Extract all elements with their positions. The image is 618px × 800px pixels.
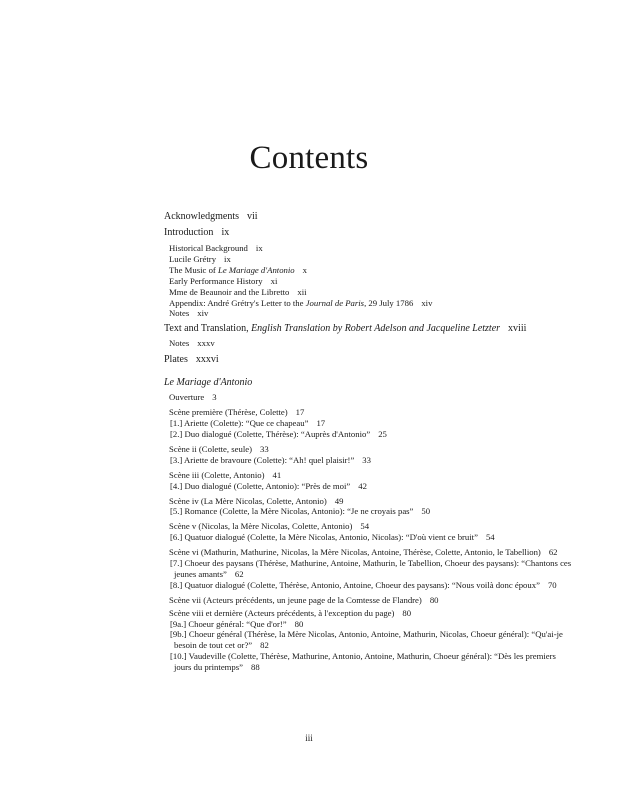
toc-entry-text: [7.] Choeur des paysans (Thérèse, Mathurine, Antoine, Mathurin, le Tabellion, Choeur des paysans): “Chantons ces jeunes amants” (170, 558, 574, 579)
toc-entry (164, 392, 574, 403)
toc-entry-text: Scène vi (Mathurin, Mathurine, Nicolas, la Mère Nicolas, Antoine, Thérèse, Colette, Antonio, le Tabellion) (169, 547, 541, 558)
toc-page-number: vii (247, 211, 258, 222)
toc-entry-text: [1.] Ariette (Colette): “Que ce chapeau” (170, 418, 309, 429)
toc-entry-text: Journal de Paris (305, 297, 365, 308)
page-title: Contents (249, 140, 369, 176)
toc-entry-text: The Music of (169, 264, 218, 275)
toc-page-number: 80 (294, 618, 304, 629)
toc-entry (164, 210, 574, 223)
toc-page-number: 62 (548, 547, 558, 558)
toc-page-number: x (302, 264, 307, 275)
toc-entry (164, 455, 574, 466)
toc-entry-text: , 29 July 1786 (364, 297, 414, 308)
toc-page-number: 80 (429, 594, 439, 605)
toc-entry-text: Scène viii et dernière (Acteurs précédents, à l'exception du page) (169, 607, 395, 618)
toc-page-number: xxxvi (195, 354, 219, 366)
toc-page-number: xxxv (197, 338, 215, 349)
toc-page-number: xiv (197, 308, 209, 319)
toc-page-number: 17 (295, 407, 305, 418)
toc-entry-text: Mme de Beaunoir and the Libretto (169, 286, 290, 297)
toc-page-number: xii (297, 286, 307, 297)
toc-entry (164, 338, 574, 349)
toc-entry (164, 629, 574, 651)
toc-entry (164, 322, 574, 335)
toc-entry-text: Scène ii (Colette, seule) (169, 443, 252, 454)
toc-entry (164, 353, 574, 366)
toc-entry (164, 481, 574, 492)
toc-entry-text: [3.] Ariette de bravoure (Colette): “Ah! quel plaisir!” (170, 454, 355, 465)
toc-entry (164, 558, 574, 580)
toc-page-number: ix (224, 253, 231, 264)
toc-entry (164, 243, 574, 254)
toc-entry-text: Scène vii (Acteurs précédents, un jeune page de la Comtesse de Flandre) (169, 594, 422, 605)
toc-entry-text: Ouverture (169, 392, 205, 403)
toc-entry-text: [4.] Duo dialogué (Colette, Antonio): “Près de moi” (170, 480, 351, 491)
toc-entry (164, 547, 574, 558)
toc-entry-text: Historical Background (169, 243, 248, 253)
toc-page-number: 25 (378, 428, 387, 439)
toc-page-number: 33 (260, 443, 269, 454)
toc-page-number: 54 (360, 521, 370, 532)
toc-entry-text: [2.] Duo dialogué (Colette, Thérèse): “Auprès d'Antonio” (170, 428, 371, 439)
table-of-contents (164, 210, 574, 673)
toc-entry (164, 254, 574, 265)
toc-page-number: 49 (334, 495, 344, 506)
toc-entry (164, 651, 574, 673)
toc-entry-text: Le Mariage d'Antonio (217, 264, 295, 275)
toc-entry (164, 608, 574, 619)
toc-entry-text: Plates (164, 354, 188, 366)
toc-entry (164, 407, 574, 418)
toc-page-number: 50 (421, 506, 431, 517)
toc-page-number: 42 (358, 480, 367, 491)
toc-entry (164, 418, 574, 429)
toc-page-number: 80 (402, 607, 412, 618)
toc-entry-text: Le Mariage d'Antonio (164, 377, 253, 389)
toc-entry-text: Scène v (Nicolas, la Mère Nicolas, Colette, Antonio) (169, 521, 353, 532)
toc-entry (164, 298, 574, 309)
toc-page-number: 17 (316, 418, 326, 429)
page-number: iii (305, 733, 313, 743)
toc-entry (164, 506, 574, 517)
toc-page-number: 62 (234, 568, 244, 579)
toc-page-number: ix (255, 243, 263, 253)
toc-entry (164, 496, 574, 507)
toc-entry (164, 619, 574, 630)
toc-entry (164, 376, 574, 389)
toc-entry (164, 595, 574, 606)
toc-entry-text: [9a.] Choeur général: “Que d'or!” (170, 618, 287, 629)
toc-page-number: 82 (260, 640, 269, 651)
toc-entry-text: Notes (169, 338, 190, 349)
toc-entry-text: [10.] Vaudeville (Colette, Thérèse, Mathurine, Antonio, Antoine, Mathurin, Choeur général): “Dès les premiers jours du printemps” (170, 651, 559, 673)
toc-page-number: 88 (251, 662, 260, 673)
toc-entry-text: Scène iv (La Mère Nicolas, Colette, Antonio) (169, 495, 327, 506)
toc-entry-text: Lucile Grétry (169, 253, 217, 264)
toc-page-number: ix (221, 227, 230, 238)
toc-page-number: 70 (547, 579, 557, 590)
toc-entry-text: [5.] Romance (Colette, la Mère Nicolas, Antonio): “Je ne croyais pas” (170, 506, 414, 517)
toc-entry (164, 532, 574, 543)
toc-entry-text: Acknowledgments (164, 211, 239, 222)
toc-entry-text: Text and Translation, (164, 323, 252, 335)
toc-entry (164, 226, 574, 239)
toc-entry-text: Scène iii (Colette, Antonio) (169, 469, 265, 480)
toc-page-number: 3 (212, 392, 217, 403)
toc-entry-text: English Translation by Robert Adelson and Jacqueline Letzter (251, 323, 501, 335)
toc-entry (164, 429, 574, 440)
toc-entry (164, 308, 574, 319)
toc-page-number: 54 (485, 532, 495, 543)
toc-page-number: 41 (272, 469, 282, 480)
toc-entry-text: Notes (169, 308, 190, 319)
toc-entry (164, 276, 574, 287)
toc-entry-text: Introduction (164, 227, 214, 238)
toc-page-number: xiv (421, 297, 433, 308)
toc-entry (164, 580, 574, 591)
toc-entry (164, 265, 574, 276)
toc-entry-text: Early Performance History (169, 275, 263, 286)
toc-entry-text: Appendix: André Grétry's Letter to the (169, 297, 306, 308)
toc-page-number: xi (270, 275, 278, 286)
toc-entry (164, 470, 574, 481)
toc-entry (164, 444, 574, 455)
toc-page-number: xviii (508, 323, 527, 335)
toc-entry (164, 287, 574, 298)
toc-entry (164, 521, 574, 532)
toc-entry-text: Scène première (Thérèse, Colette) (169, 407, 288, 418)
toc-entry-text: [6.] Quatuor dialogué (Colette, la Mère Nicolas, Antonio, Nicolas): “D'où vient ce bruit” (170, 532, 478, 543)
toc-entry-text: [8.] Quatuor dialogué (Colette, Thérèse, Antonio, Antoine, Choeur des paysans): “Nous voilà donc époux” (170, 579, 540, 590)
toc-entry-text: [9b.] Choeur général (Thérèse, la Mère Nicolas, Antonio, Antoine, Mathurin, Nicolas, Choeur général): “Qu'ai-je besoin de tout cet or?” (170, 629, 566, 651)
toc-page-number: 33 (362, 454, 371, 465)
